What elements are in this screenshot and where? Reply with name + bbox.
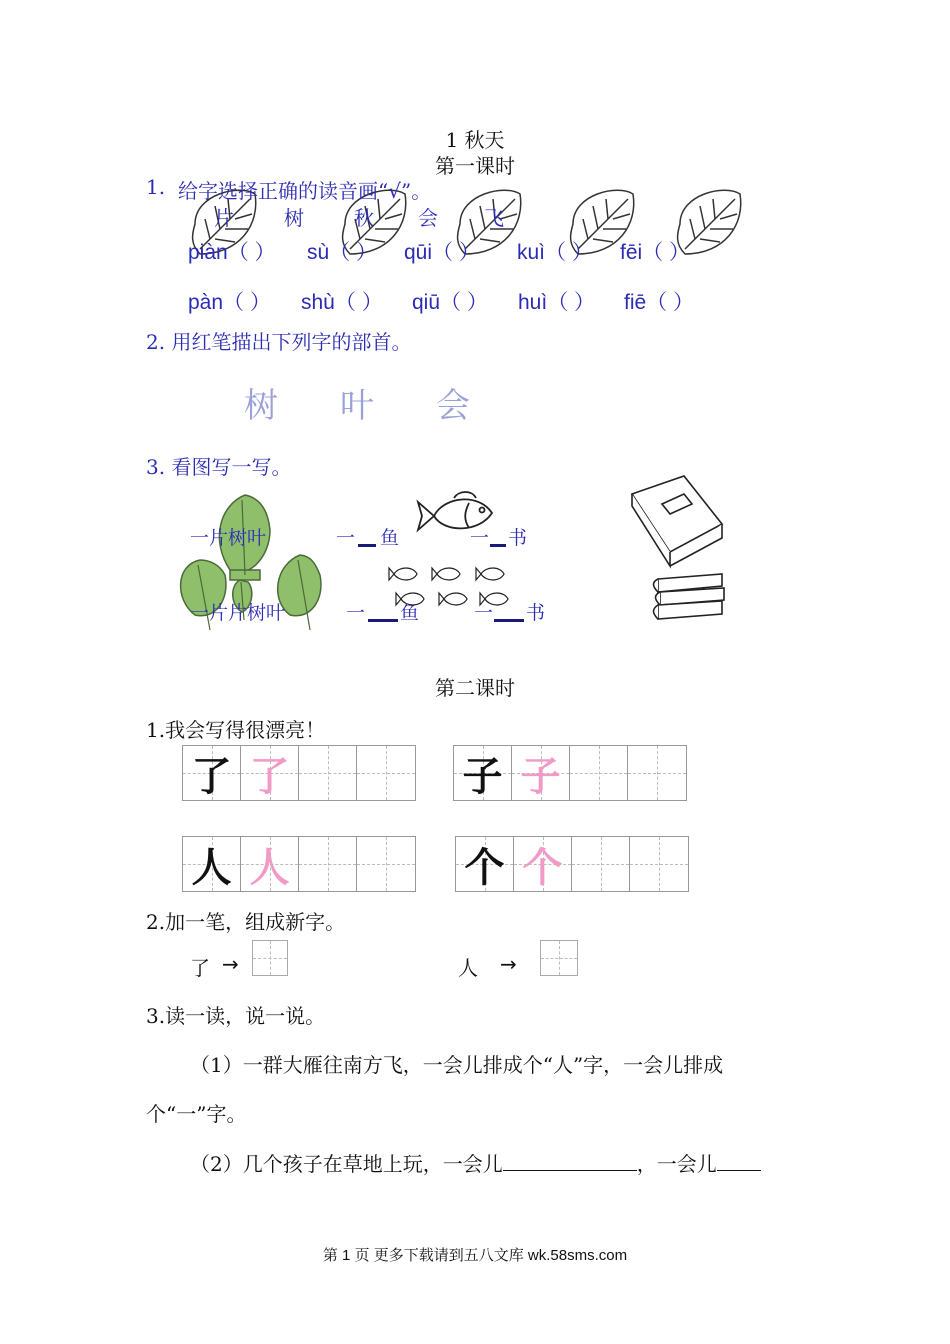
q3-line1-fish-prefix: 一	[336, 527, 356, 549]
lesson-one-heading: 第一课时	[435, 154, 515, 178]
q1-instruction: 给字选择正确的读音画“√”。	[178, 179, 432, 203]
trace-char-hui[interactable]: 会	[436, 386, 470, 426]
model-char: 了	[191, 753, 232, 800]
arrow-icon: →	[500, 952, 517, 976]
char-fei: 飞	[484, 206, 504, 230]
char-hui: 会	[418, 206, 438, 230]
pinyin-option[interactable]: sù（ ）	[307, 241, 378, 264]
s2-q3-instruction: 3.读一读，说一说。	[146, 1004, 326, 1028]
q3-line2-book-suffix: 书	[526, 602, 546, 624]
trace-char-shu[interactable]: 树	[244, 386, 278, 426]
page-footer: 第 1 页 更多下载请到五八文库 wk.58sms.com	[322, 1247, 628, 1264]
blank-measure-fish[interactable]	[358, 529, 376, 547]
answer-box-le[interactable]	[252, 940, 288, 976]
writing-grid-ge[interactable]	[455, 836, 689, 892]
pinyin-option[interactable]: pàn（ ）	[188, 291, 271, 314]
page-title: 1 秋天	[445, 128, 505, 152]
lesson-two-heading: 第二课时	[435, 676, 515, 700]
q3-line2-book-prefix: 一	[474, 602, 494, 624]
reading-paragraph-2	[190, 1148, 761, 1177]
char-pian: 片	[214, 206, 234, 230]
trace-char-ye[interactable]: 叶	[340, 386, 374, 426]
arrow-icon: →	[222, 952, 239, 976]
reading-paragraph-1-line1: （1）一群大雁往南方飞，一会儿排成个“人”字，一会儿排成	[190, 1053, 724, 1077]
paragraph-2-middle: ，一会儿	[636, 1152, 717, 1176]
q3-line2-fish-prefix: 一	[346, 602, 366, 624]
q3-line1-leaf: 一片树叶	[190, 527, 267, 549]
pinyin-option[interactable]: fēi（ ）	[620, 241, 691, 264]
pinyin-option[interactable]: qūi（ ）	[404, 241, 480, 264]
pinyin-option[interactable]: kuì（ ）	[517, 241, 593, 264]
trace-char: 人	[249, 844, 290, 891]
writing-grid-ren[interactable]	[182, 836, 416, 892]
books-illustration	[622, 474, 732, 634]
q3-line2-leaves: 一片片树叶	[190, 602, 286, 624]
paragraph-2-prefix: （2）几个孩子在草地上玩，一会儿	[190, 1152, 503, 1176]
char-shu: 树	[284, 206, 304, 230]
model-char: 人	[191, 844, 232, 891]
reading-paragraph-1-line2: 个“一”字。	[146, 1102, 247, 1126]
model-char: 子	[462, 753, 503, 800]
s2-q1-instruction: 1.我会写得很漂亮！	[146, 718, 326, 742]
pinyin-option[interactable]: piàn（ ）	[188, 241, 276, 264]
fill-blank-1[interactable]	[503, 1150, 637, 1171]
writing-grid-zi[interactable]	[453, 745, 687, 801]
q2-instruction: 2. 用红笔描出下列字的部首。	[146, 330, 412, 354]
pinyin-option[interactable]: shù（ ）	[301, 291, 383, 314]
pinyin-option[interactable]: fiē（ ）	[624, 291, 695, 314]
q3-instruction: 3. 看图写一写。	[146, 455, 292, 479]
q3-line1-fish-suffix: 鱼	[380, 527, 400, 549]
s2-q2-instruction: 2.加一笔，组成新字。	[146, 910, 346, 934]
blank-measure-books[interactable]	[494, 604, 524, 622]
model-char: 个	[464, 844, 505, 891]
trace-char: 子	[520, 753, 561, 800]
q3-line1-book-suffix: 书	[508, 527, 528, 549]
q1-number: 1.	[146, 175, 166, 199]
writing-grid-le[interactable]	[182, 745, 416, 801]
trace-char: 了	[249, 753, 290, 800]
add-stroke-char-le: 了	[190, 956, 210, 980]
answer-box-ren[interactable]	[540, 940, 578, 976]
pinyin-option[interactable]: huì（ ）	[518, 291, 596, 314]
char-qiu: 秋	[354, 206, 374, 230]
q3-line1-book-prefix: 一	[470, 527, 490, 549]
trace-char: 个	[522, 844, 563, 891]
pinyin-option[interactable]: qiū（ ）	[412, 291, 488, 314]
add-stroke-char-ren: 人	[458, 956, 478, 980]
blank-measure-fishes[interactable]	[368, 604, 398, 622]
blank-measure-book[interactable]	[490, 529, 506, 547]
q3-line2-fish-suffix: 鱼	[400, 602, 420, 624]
fill-blank-2[interactable]	[717, 1150, 761, 1171]
